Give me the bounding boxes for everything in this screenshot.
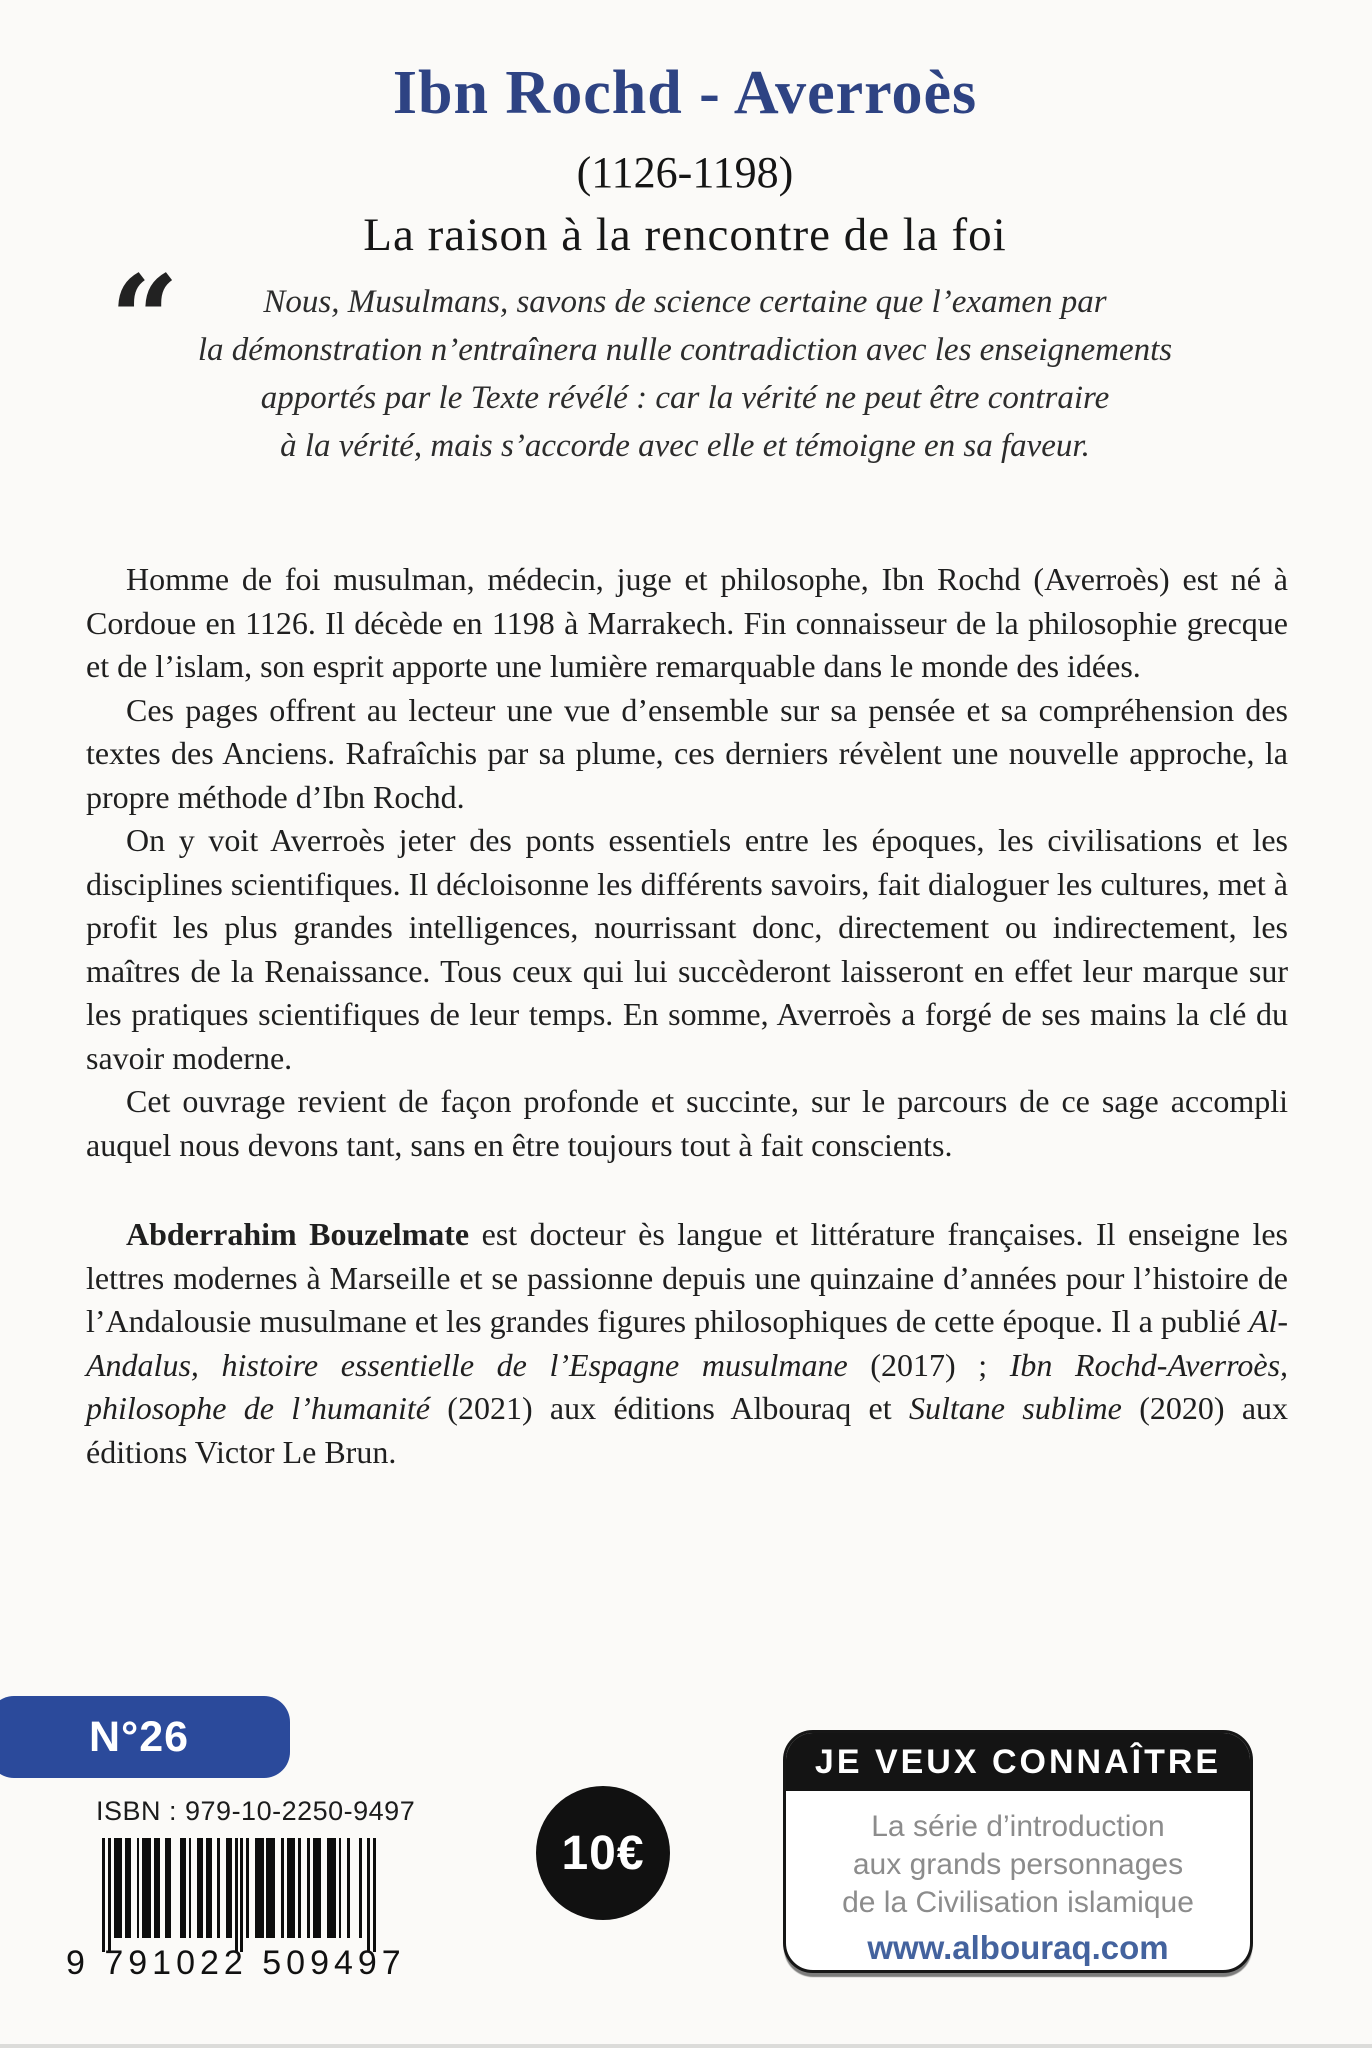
paragraph-1: Homme de foi musulman, médecin, juge et philosophe, Ibn Rochd (Averroès) est né à Cordoue en 1126. Il décède en 1198 à Marrakech. Fin connaisseur de la philosophie grecque et de l’islam, son esprit apporte une lumière remarquable dans le monde des idées. (86, 561, 1288, 684)
promo-line: de la Civilisation islamique (842, 1886, 1194, 1919)
series-number-badge (0, 1696, 290, 1778)
promo-box (783, 1730, 1253, 1973)
cover-header (20, 58, 1350, 262)
photo-bottom-edge (0, 2044, 1372, 2048)
price-badge (536, 1786, 670, 1920)
promo-line: aux grands personnages (852, 1848, 1184, 1881)
quote-block (40, 249, 1330, 470)
book-title: Ibn Rochd - Averroès (392, 59, 978, 127)
series-number-label: N°26 (88, 1712, 190, 1761)
author-bio: Abderrahim Bouzelmate est docteur ès langue et littérature françaises. Il enseigne les lettres modernes à Marseille et se passionne depuis une quinzaine d’années pour l’histoire de l’Andalousie musulmane et les grandes figures philosophiques de cette époque. Il a publié Al-Andalus, histoire essentielle de l’Espagne musulmane (2017) ; Ibn Rochd-Averroès, philosophe de l’humanité (2021) aux éditions Albouraq et Sultane sublime (2020) aux éditions Victor Le Brun. (86, 1216, 1289, 1470)
barcode (102, 1838, 376, 1956)
quote-line: la démonstration n’entraînera nulle contradiction avec les enseignements (197, 332, 1173, 368)
promo-url: www.albouraq.com (867, 1929, 1169, 1966)
isbn-label: ISBN : 979-10-2250-9497 (96, 1796, 416, 1826)
price-label: 10€ (561, 1826, 645, 1880)
quote-line: Nous, Musulmans, savons de science certaine que l’examen par (263, 284, 1107, 320)
promo-header: JE VEUX CONNAÎTRE (786, 1733, 1250, 1791)
book-subtitle: La raison à la rencontre de la foi (363, 209, 1007, 261)
quote-line: apportés par le Texte révélé : car la vérité ne peut être contraire (260, 380, 1110, 416)
paragraph-3: On y voit Averroès jeter des ponts essentiels entre les époques, les civilisations et les disciplines scientifiques. Il décloisonne les différents savoirs, fait dialoguer les cultures, met à profit les plus grandes intelligences, nourrissant donc, directement ou indirectement, les maîtres de la Renaissance. Tous ceux qui lui succèderont laisseront en effet leur marque sur les pratiques scientifiques de leur temps. En somme, Averroès a forgé de ses mains la clé du savoir moderne. (86, 822, 1288, 1076)
back-cover-text (86, 558, 1288, 1474)
promo-body (786, 1791, 1250, 1967)
promo-line: La série d’introduction (871, 1810, 1165, 1843)
paragraph-4: Cet ouvrage revient de façon profonde et succinte, sur le parcours de ce sage accompli auquel nous devons tant, sans en être toujours tout à fait conscients. (86, 1083, 1288, 1163)
barcode-digits: 9 791022 509497 (66, 1944, 406, 1982)
paragraph-2: Ces pages offrent au lecteur une vue d’ensemble sur sa pensée et sa compréhension des textes des Anciens. Rafraîchis par sa plume, ces derniers révèlent une nouvelle approche, la propre méthode d’Ibn Rochd. (86, 691, 1288, 815)
book-dates: (1126-1198) (576, 148, 794, 197)
quote-icon: “ (110, 249, 180, 390)
quote-line: à la vérité, mais s’accorde avec elle et témoigne en sa faveur. (280, 428, 1090, 464)
